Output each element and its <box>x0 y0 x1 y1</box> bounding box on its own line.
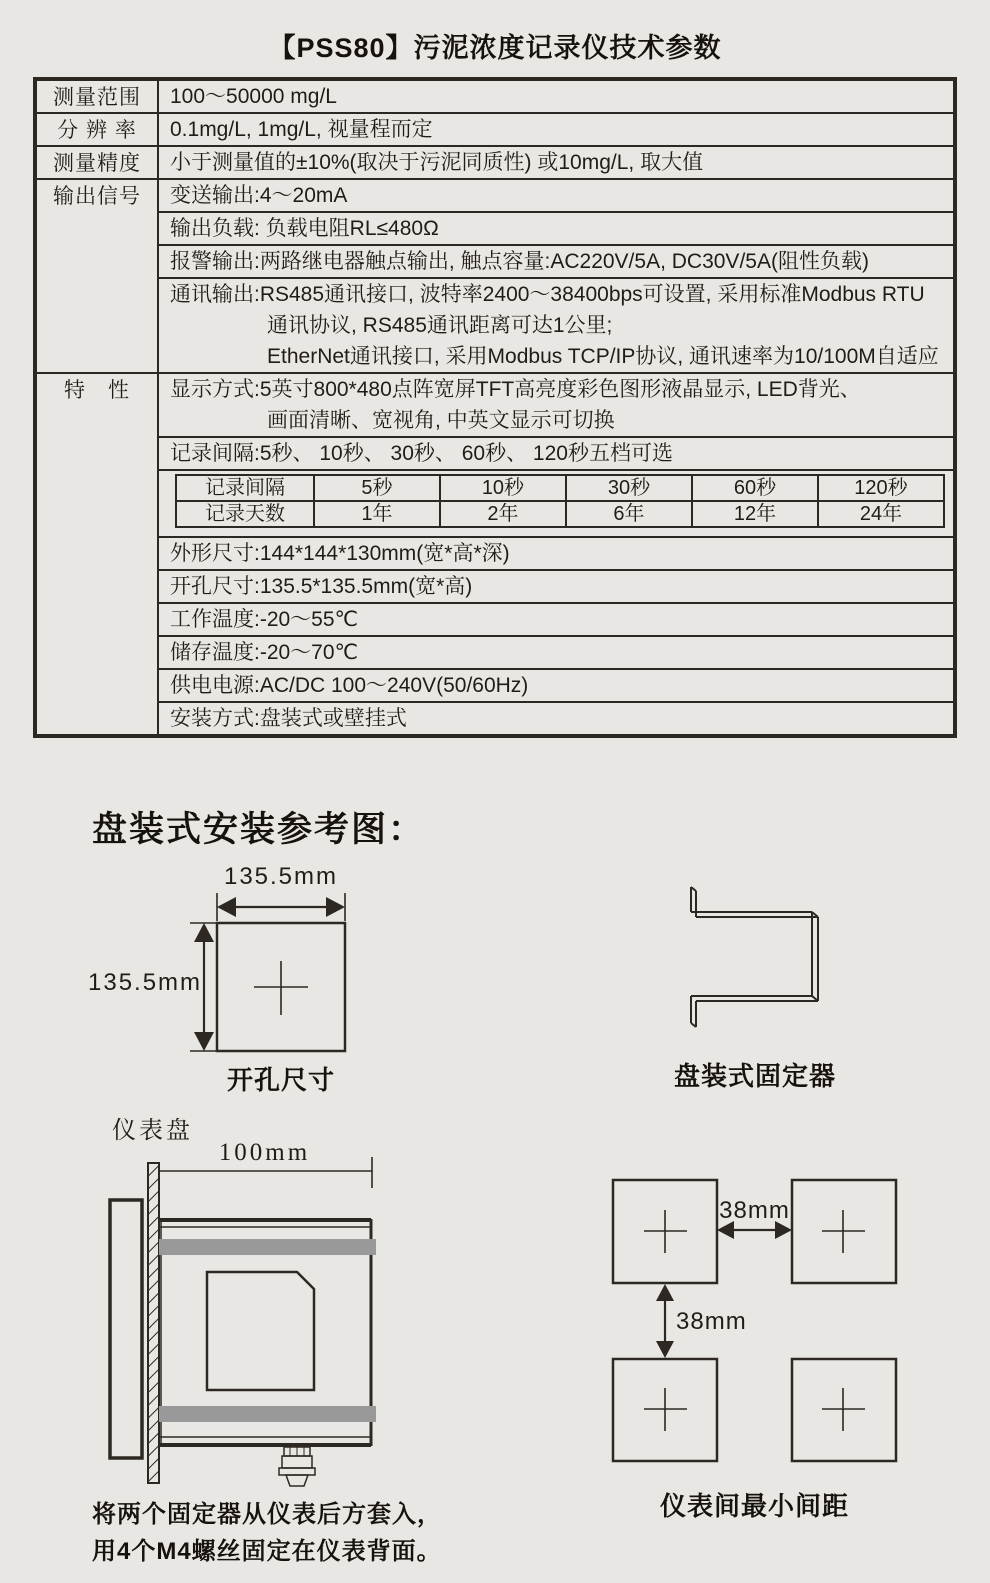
spec-value: 报警输出:两路继电器触点输出, 触点容量:AC220V/5A, DC30V/5A(阻性负载) <box>170 250 869 273</box>
width-dimension-arrow <box>217 893 345 921</box>
record-table-cell: 2年 <box>440 501 566 527</box>
spec-value: 100～50000 mg/L <box>170 85 337 108</box>
spec-label: 测量范围 <box>37 81 159 112</box>
height-dimension-label: 135.5mm <box>88 969 203 996</box>
bracket-caption: 盘装式固定器 <box>673 1061 836 1091</box>
spec-value: 通讯输出:RS485通讯接口, 波特率2400～38400bps可设置, 采用标准Modbus RTU <box>170 283 925 306</box>
spacing-v-arrow <box>656 1284 674 1358</box>
spec-value: 供电电源:AC/DC 100～240V(50/60Hz) <box>170 674 529 697</box>
spec-value: 显示方式:5英寸800*480点阵宽屏TFT高亮度彩色图形液晶显示, LED背光、 <box>170 378 861 401</box>
install-note-line1: 将两个固定器从仪表后方套入， <box>92 1501 442 1528</box>
cable-gland <box>279 1447 315 1486</box>
record-table-cell: 10秒 <box>440 475 566 501</box>
terminal-block <box>207 1272 314 1390</box>
panel-side-view <box>110 1157 376 1486</box>
panel-label: 仪表盘 <box>112 1118 193 1144</box>
cutout-diagram <box>190 893 345 1051</box>
record-table-cell: 记录天数 <box>176 501 314 527</box>
spacing-caption: 仪表间最小间距 <box>659 1491 849 1521</box>
spec-value: EtherNet通讯接口, 采用Modbus TCP/IP协议, 通讯速率为10/100M自适应 <box>267 345 939 368</box>
instrument-body <box>159 1219 376 1446</box>
spec-label: 分 辨 率 <box>37 114 159 145</box>
spec-value: 外形尺寸:144*144*130mm(宽*高*深) <box>170 542 510 565</box>
spec-value: 输出负载: 负载电阻RL≤480Ω <box>170 217 439 240</box>
cutout-cross <box>254 961 308 1015</box>
record-table-cell: 120秒 <box>818 475 944 501</box>
record-table-cell: 30秒 <box>566 475 692 501</box>
mounting-bracket-bar-top <box>159 1239 376 1255</box>
record-table-cell: 5秒 <box>314 475 440 501</box>
spacing-h-label: 38mm <box>719 1197 790 1224</box>
install-heading: 盘装式安装参考图： <box>92 810 426 849</box>
spec-value: 小于测量值的±10%(取决于污泥同质性) 或10mg/L, 取大值 <box>170 151 704 174</box>
bracket-diagram <box>691 887 818 1027</box>
spec-value: 安装方式:盘装式或壁挂式 <box>170 707 407 730</box>
record-table-cell: 24年 <box>818 501 944 527</box>
install-note-line2: 用4个M4螺丝固定在仪表背面。 <box>92 1538 442 1565</box>
spec-value: 储存温度:-20～70℃ <box>170 641 359 664</box>
cutout-caption: 开孔尺寸 <box>226 1065 335 1095</box>
spec-value: 画面清晰、宽视角, 中英文显示可切换 <box>267 409 615 432</box>
spacing-square-br <box>792 1359 896 1461</box>
record-table-cell: 6年 <box>566 501 692 527</box>
spacing-v-label: 38mm <box>676 1308 747 1335</box>
record-table-cell: 记录间隔 <box>176 475 314 501</box>
spec-label: 特 性 <box>37 374 159 734</box>
spec-value: 变送输出:4～20mA <box>170 184 348 207</box>
depth-dimension-label: 100mm <box>218 1139 311 1166</box>
spec-value: 0.1mg/L, 1mg/L, 视量程而定 <box>170 118 433 141</box>
spec-label: 输出信号 <box>37 180 159 372</box>
width-dimension-label: 135.5mm <box>223 863 339 890</box>
record-table-cell: 60秒 <box>692 475 818 501</box>
mounting-bracket-bar-bottom <box>159 1406 376 1422</box>
spec-value: 通讯协议, RS485通讯距离可达1公里; <box>267 314 613 337</box>
spec-label: 测量精度 <box>37 147 159 178</box>
page-title: 【PSS80】污泥浓度记录仪技术参数 <box>268 33 722 63</box>
spec-value: 开孔尺寸:135.5*135.5mm(宽*高) <box>170 575 473 598</box>
panel-hatch <box>148 1163 159 1483</box>
record-table-cell: 1年 <box>314 501 440 527</box>
instrument-bezel <box>110 1200 142 1458</box>
spec-value: 记录间隔:5秒、 10秒、 30秒、 60秒、 120秒五档可选 <box>170 442 673 465</box>
spec-value: 工作温度:-20～55℃ <box>170 608 359 631</box>
record-table-cell: 12年 <box>692 501 818 527</box>
